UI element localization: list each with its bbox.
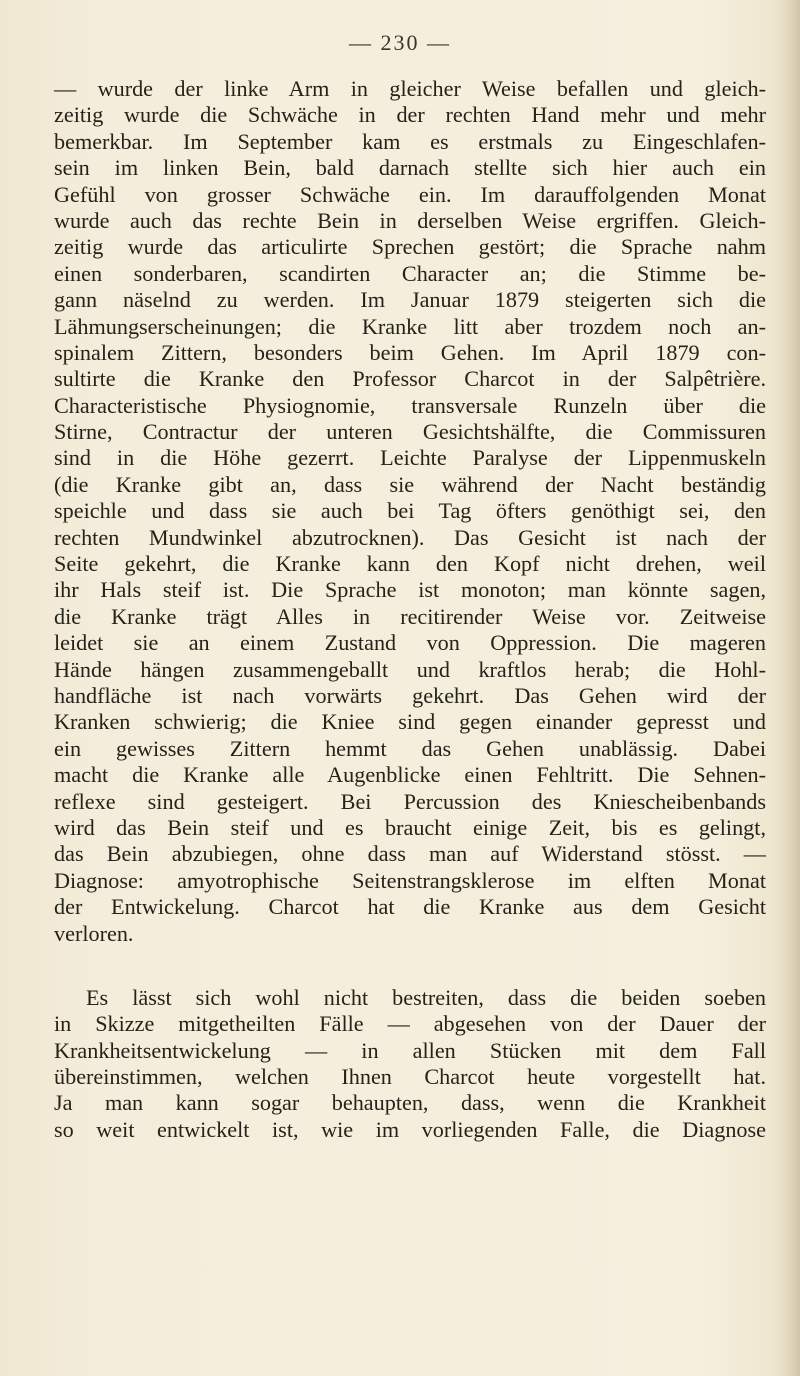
text-line: reflexe sind gesteigert. Bei Percussion des Kniescheibenbands	[54, 788, 766, 814]
page-number: — 230 —	[349, 30, 451, 55]
text-line: gann näselnd zu werden. Im Januar 1879 steigerten sich die	[54, 287, 766, 313]
text-line: spinalem Zittern, besonders beim Gehen. Im April 1879 con-	[54, 339, 766, 365]
text-line: bemerkbar. Im September kam es erstmals zu Eingeschlafen-	[54, 128, 766, 154]
text-line: das Bein abzubiegen, ohne dass man auf Widerstand stösst. —	[54, 841, 766, 867]
page-edge-shadow	[774, 0, 800, 1376]
text-line: Seite gekehrt, die Kranke kann den Kopf nicht drehen, weil	[54, 551, 766, 577]
text-line: handfläche ist nach vorwärts gekehrt. Das Gehen wird der	[54, 682, 766, 708]
text-line: macht die Kranke alle Augenblicke einen Fehltritt. Die Sehnen-	[54, 762, 766, 788]
text-line: die Kranke trägt Alles in recitirender Weise vor. Zeitweise	[54, 603, 766, 629]
text-line: Es lässt sich wohl nicht bestreiten, dass die beiden soeben	[86, 984, 766, 1010]
text-line: ihr Hals steif ist. Die Sprache ist monoton; man könnte sagen,	[54, 577, 766, 603]
text-line: Stirne, Contractur der unteren Gesichtshälfte, die Commissuren	[54, 419, 766, 445]
text-line: übereinstimmen, welchen Ihnen Charcot heute vorgestellt hat.	[54, 1064, 766, 1090]
paragraph-gap	[54, 947, 766, 985]
text-line: ein gewisses Zittern hemmt das Gehen unablässig. Dabei	[54, 735, 766, 761]
text-line: sind in die Höhe gezerrt. Leichte Paralyse der Lippenmuskeln	[54, 445, 766, 471]
paragraph-2	[54, 985, 766, 1143]
text-line: Hände hängen zusammengeballt und kraftlos herab; die Hohl-	[54, 656, 766, 682]
text-line: zeitig wurde die Schwäche in der rechten Hand mehr und mehr	[54, 102, 766, 128]
text-line: einen sonderbaren, scandirten Character an; die Stimme be-	[54, 260, 766, 286]
text-line: — wurde der linke Arm in gleicher Weise befallen und gleich-	[54, 76, 766, 101]
text-line: rechten Mundwinkel abzutrocknen). Das Gesicht ist nach der	[54, 524, 766, 550]
text-line: verloren.	[54, 920, 134, 946]
text-line: Kranken schwierig; die Kniee sind gegen einander gepresst und	[54, 709, 766, 735]
paragraph-1	[54, 76, 766, 947]
text-line: Lähmungserscheinungen; die Kranke litt aber trozdem noch an-	[54, 313, 766, 339]
text-line: wurde auch das rechte Bein in derselben Weise ergriffen. Gleich-	[54, 207, 766, 233]
body-text	[54, 76, 766, 1143]
text-line: Krankheitsentwickelung — in allen Stücken mit dem Fall	[54, 1037, 766, 1063]
text-line: sultirte die Kranke den Professor Charcot in der Salpêtrière.	[54, 366, 766, 392]
text-line: in Skizze mitgetheilten Fälle — abgesehen von der Dauer der	[54, 1011, 766, 1037]
text-line: so weit entwickelt ist, wie im vorliegenden Falle, die Diagnose	[54, 1116, 766, 1142]
text-line: Diagnose: amyotrophische Seitenstrangsklerose im elften Monat	[54, 867, 766, 893]
text-line: leidet sie an einem Zustand von Oppression. Die mageren	[54, 630, 766, 656]
text-line: sein im linken Bein, bald darnach stellte sich hier auch ein	[54, 155, 766, 181]
text-line: (die Kranke gibt an, dass sie während der Nacht beständig	[54, 471, 766, 497]
text-line: speichle und dass sie auch bei Tag öfters genöthigt sei, den	[54, 498, 766, 524]
text-line: Characteristische Physiognomie, transversale Runzeln über die	[54, 392, 766, 418]
text-line: Gefühl von grosser Schwäche ein. Im darauffolgenden Monat	[54, 181, 766, 207]
text-line: Ja man kann sogar behaupten, dass, wenn die Krankheit	[54, 1090, 766, 1116]
text-line: der Entwickelung. Charcot hat die Kranke aus dem Gesicht	[54, 894, 766, 920]
text-line: zeitig wurde das articulirte Sprechen gestört; die Sprache nahm	[54, 234, 766, 260]
text-line: wird das Bein steif und es braucht einige Zeit, bis es gelingt,	[54, 814, 766, 840]
